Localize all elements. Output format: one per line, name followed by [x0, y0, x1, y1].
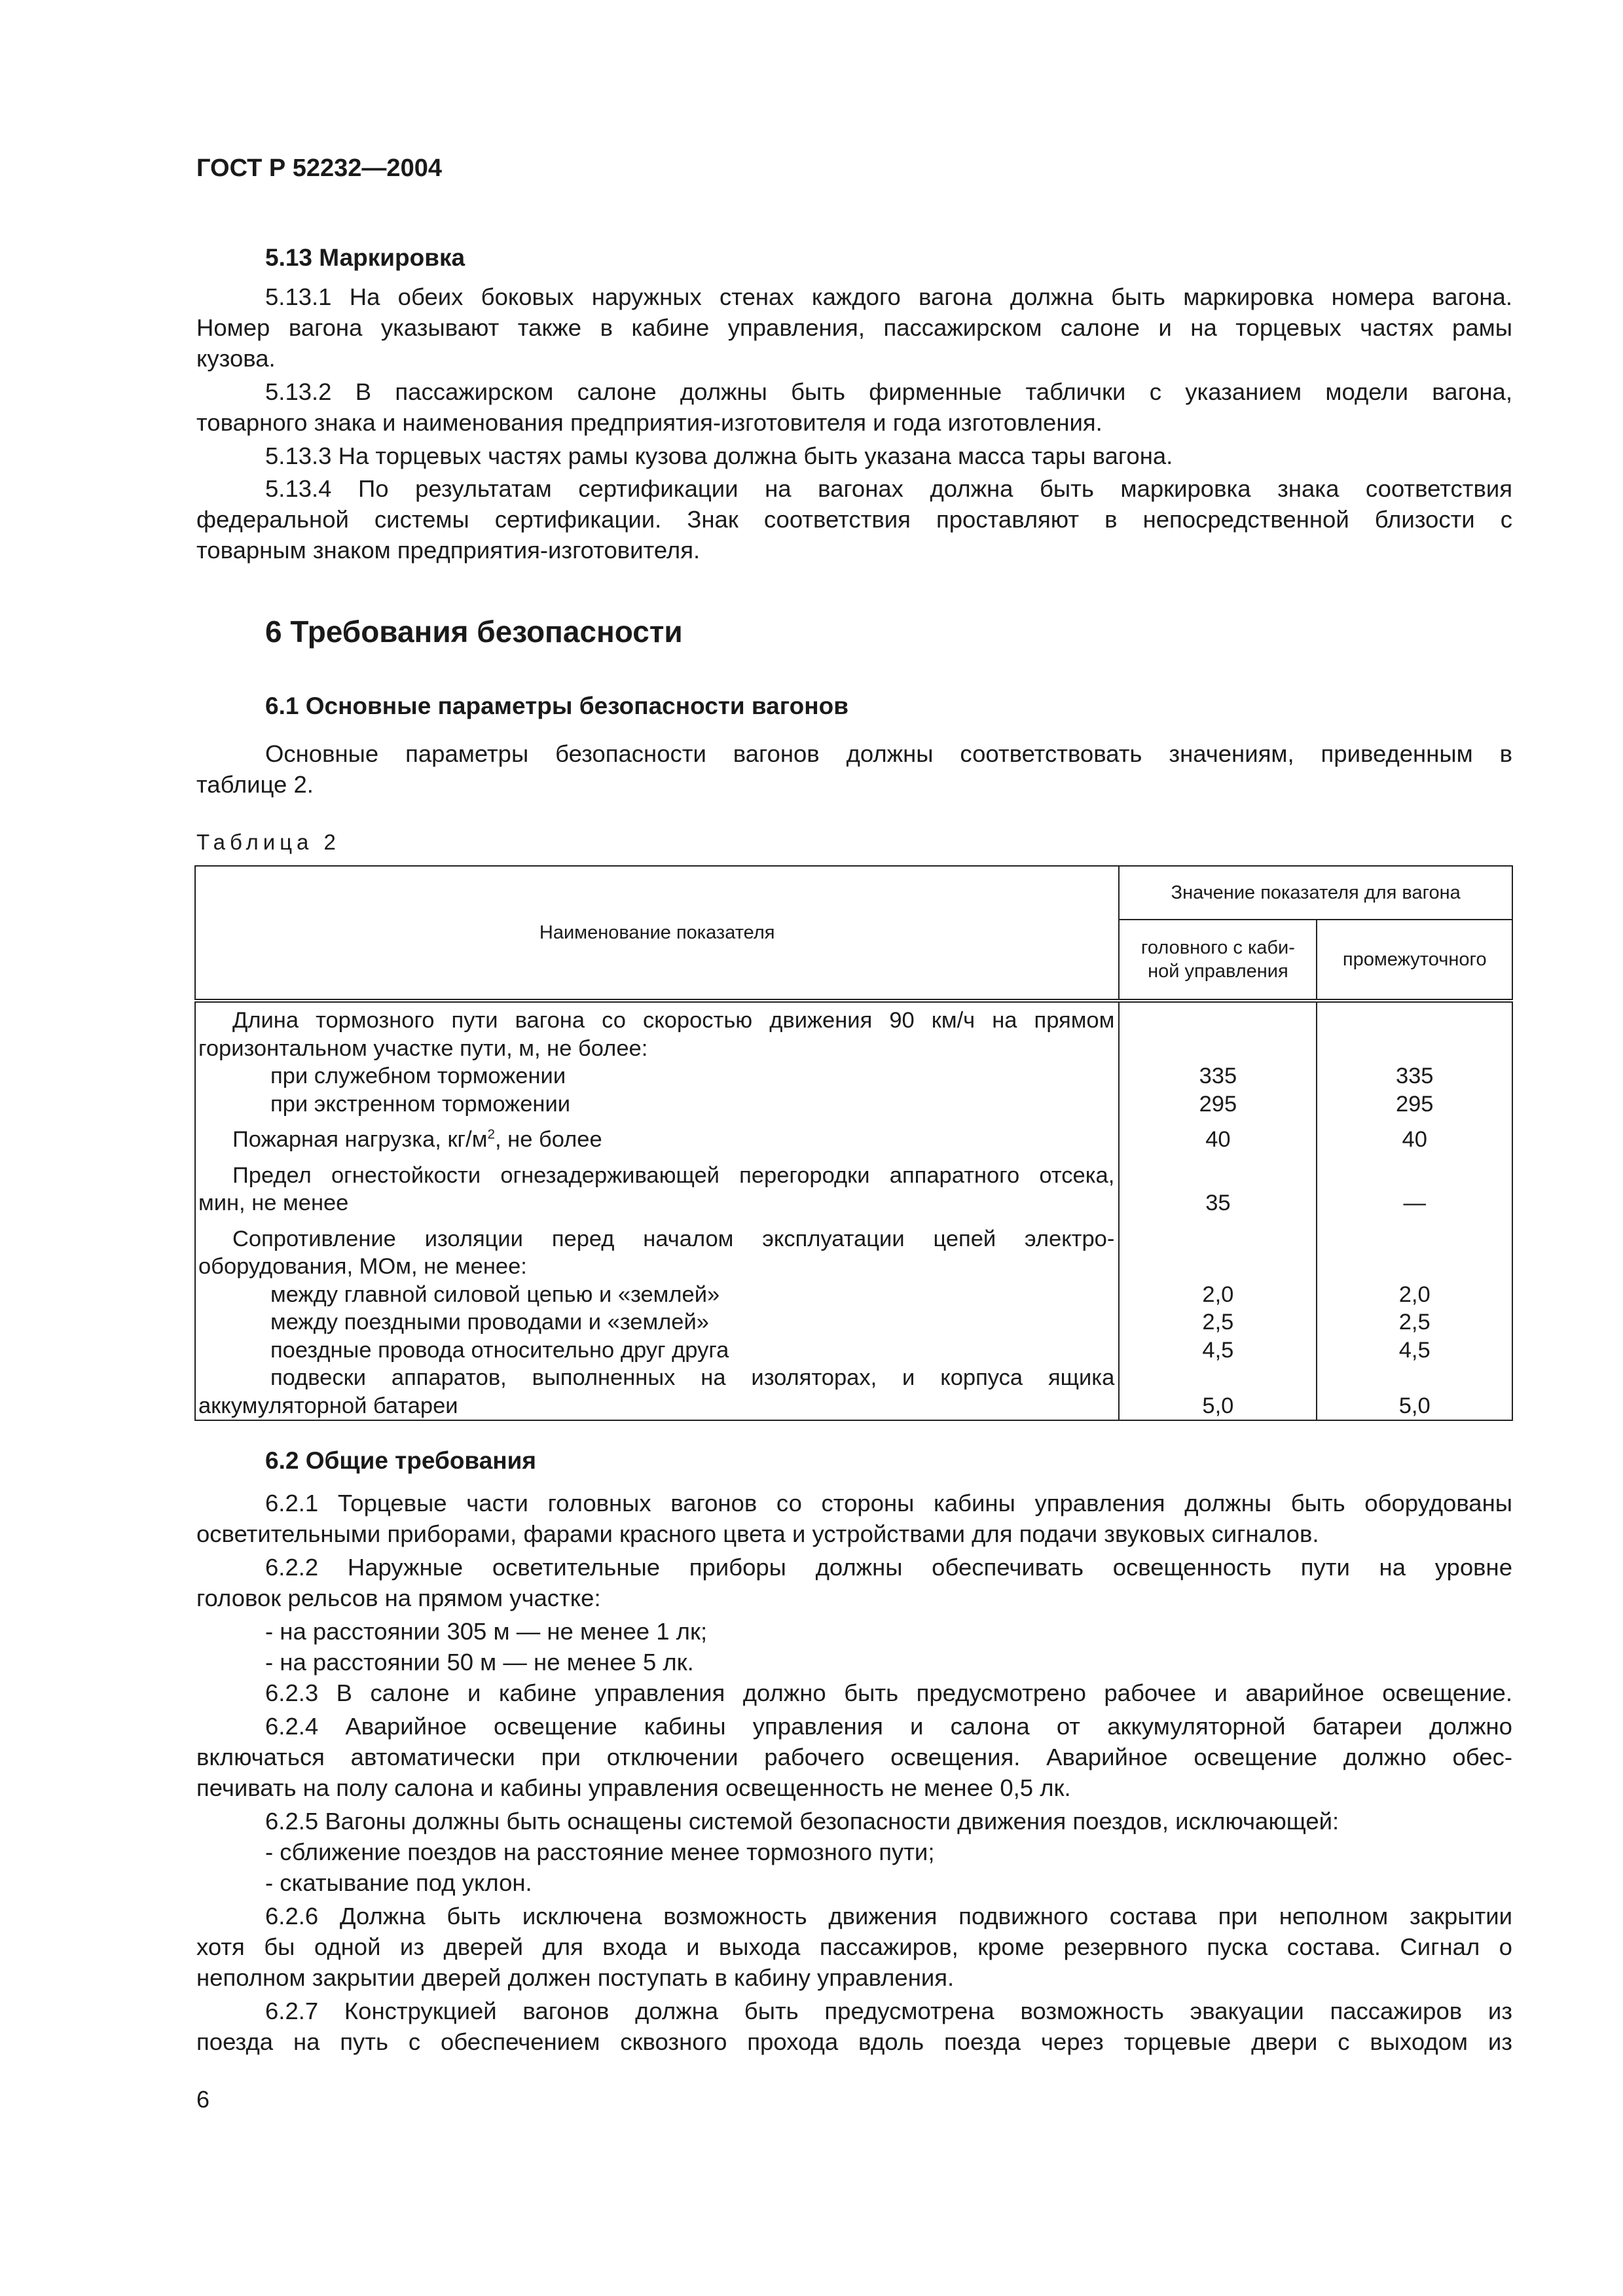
- page-number: 6: [196, 2086, 210, 2113]
- document-id: ГОСТ Р 52232—2004: [196, 154, 442, 182]
- table-row-text: оборудования, МОм, не менее:: [198, 1254, 527, 1279]
- table-value: 4,5: [1202, 1337, 1234, 1363]
- table-value: 4,5: [1398, 1337, 1431, 1363]
- paragraph-line: товарным знаком предприятия-изготовителя.: [196, 537, 701, 564]
- fire-load-label: Пожарная нагрузка, кг/м: [232, 1127, 488, 1152]
- table-row-text: поездные провода относительно друг друга: [270, 1337, 729, 1363]
- paragraph-line: федеральной системы сертификации. Знак соответствия проставляют в непосредственной близости с: [196, 506, 1512, 533]
- list-item: - на расстоянии 50 м — не менее 5 лк.: [265, 1649, 694, 1676]
- table-value: 5,0: [1398, 1393, 1431, 1418]
- paragraph-line: 6.2.4 Аварийное освещение кабины управления и салона от аккумуляторной батареи должно: [265, 1713, 1512, 1740]
- paragraph-line: неполном закрытии дверей должен поступать в кабину управления.: [196, 1964, 955, 1991]
- column-header-middle-text: промежуточного: [1342, 949, 1487, 970]
- paragraph-line: включаться автоматически при отключении рабочего освещения. Аварийное освещение должно обес-: [196, 1744, 1512, 1770]
- paragraph-line: осветительными приборами, фарами красного цвета и устройствами для подачи звуковых сигналов.: [196, 1520, 1319, 1547]
- fire-load-sup: 2: [487, 1126, 495, 1142]
- paragraph-line: 6.2.5 Вагоны должны быть оснащены системой безопасности движения поездов, исключающей:: [265, 1808, 1340, 1835]
- table-cell-head-values: [1119, 1001, 1317, 1420]
- table-value: 2,0: [1202, 1282, 1234, 1307]
- paragraph-line: 6.2.1 Торцевые части головных вагонов со стороны кабины управления должны быть оборудованы: [265, 1490, 1512, 1516]
- paragraph-line: поезда на путь с обеспечением сквозного прохода вдоль поезда через торцевые двери с выходом из: [196, 2028, 1512, 2055]
- table-row-text: подвески аппаратов, выполненных на изоляторах, и корпуса ящика: [270, 1365, 1115, 1390]
- table-value: 35: [1205, 1191, 1231, 1215]
- table-value: —: [1403, 1191, 1426, 1215]
- paragraph-line: 6.2.7 Конструкцией вагонов должна быть предусмотрена возможность эвакуации пассажиров из: [265, 1998, 1512, 2024]
- paragraph-line: таблице 2.: [196, 771, 314, 798]
- table-value: 2,5: [1202, 1310, 1234, 1335]
- fire-load-suffix: , не более: [494, 1127, 602, 1152]
- table-cell-names: [195, 1001, 1119, 1420]
- paragraph-line: Номер вагона указывают также в кабине управления, пассажирском салоне и на торцевых частях рамы: [196, 314, 1512, 341]
- column-header-middle-car: [1317, 920, 1512, 1001]
- table-value: 5,0: [1202, 1393, 1234, 1418]
- table-value: 2,5: [1398, 1310, 1431, 1335]
- table-value: 2,0: [1398, 1282, 1431, 1307]
- table-row-text: между поездными проводами и «землей»: [270, 1310, 709, 1335]
- column-header-name: [195, 866, 1119, 1001]
- table-cell-middle-values: [1317, 1001, 1512, 1420]
- column-header-head-line: головного с каби-: [1140, 937, 1295, 958]
- column-header-group-text: Значение показателя для вагона: [1171, 882, 1461, 903]
- column-header-group: [1119, 866, 1512, 920]
- table-row-text: Предел огнестойкости огнезадерживающей перегородки аппаратного отсека,: [232, 1162, 1115, 1188]
- table-value: 40: [1402, 1127, 1427, 1152]
- list-item: - на расстоянии 305 м — не менее 1 лк;: [265, 1618, 708, 1645]
- table-row-text: при служебном торможении: [270, 1064, 566, 1088]
- column-header-name-text: Наименование показателя: [539, 922, 775, 943]
- list-item: - сближение поездов на расстояние менее тормозного пути;: [265, 1839, 935, 1865]
- table-value: 335: [1199, 1064, 1237, 1088]
- table-row-text: при экстренном торможении: [270, 1091, 571, 1117]
- table-row-text: [198, 1126, 1114, 1154]
- table-row-text: Длина тормозного пути вагона со скоростью движения 90 км/ч на прямом: [232, 1008, 1115, 1033]
- paragraph-line: товарного знака и наименования предприятия-изготовителя и года изготовления.: [196, 409, 1103, 436]
- list-item: - скатывание под уклон.: [265, 1869, 532, 1896]
- section-heading-6-1: 6.1 Основные параметры безопасности вагонов: [265, 692, 848, 719]
- paragraph-line: 6.2.2 Наружные осветительные приборы должны обеспечивать освещенность пути на уровне: [265, 1554, 1512, 1581]
- paragraph-line: 5.13.1 На обеих боковых наружных стенах каждого вагона должна быть маркировка номера вагона.: [265, 283, 1512, 310]
- paragraph-line: хотя бы одной из дверей для входа и выхода пассажиров, кроме резервного пуска состава. Сигнал о: [196, 1933, 1512, 1960]
- table-row-text: мин, не менее: [198, 1191, 349, 1215]
- table-2: [194, 865, 1513, 1421]
- paragraph-line: кузова.: [196, 345, 276, 372]
- table-row-text: Сопротивление изоляции перед началом эксплуатации цепей электро-: [232, 1226, 1115, 1251]
- table-row-text: аккумуляторной батареи: [198, 1393, 458, 1418]
- paragraph-line: 5.13.2 В пассажирском салоне должны быть фирменные таблички с указанием модели вагона,: [265, 378, 1512, 405]
- table-row-text: горизонтальном участке пути, м, не более:: [198, 1035, 648, 1061]
- column-header-head-line: ной управления: [1148, 961, 1288, 982]
- paragraph-line: 6.2.3 В салоне и кабине управления должно быть предусмотрено рабочее и аварийное освещение.: [265, 1679, 1512, 1706]
- table-header-row: [195, 866, 1512, 920]
- paragraph-line: головок рельсов на прямом участке:: [196, 1585, 601, 1611]
- section-heading-6: 6 Требования безопасности: [265, 615, 683, 649]
- column-header-head-car: [1119, 920, 1317, 1001]
- table-value: 40: [1205, 1127, 1231, 1152]
- paragraph-line: Основные параметры безопасности вагонов должны соответствовать значениям, приведенным в: [265, 740, 1512, 767]
- section-heading-6-2: 6.2 Общие требования: [265, 1447, 536, 1474]
- table-value: 295: [1199, 1091, 1237, 1117]
- table-value: 335: [1395, 1064, 1434, 1088]
- table-value: 295: [1395, 1091, 1434, 1117]
- paragraph-line: 5.13.4 По результатам сертификации на вагонах должна быть маркировка знака соответствия: [265, 475, 1512, 502]
- table-caption: Таблица 2: [196, 830, 340, 854]
- paragraph-line: 6.2.6 Должна быть исключена возможность движения подвижного состава при неполном закрытии: [265, 1903, 1512, 1929]
- section-heading-5-13: 5.13 Маркировка: [265, 244, 465, 271]
- table-row-text: между главной силовой цепью и «землей»: [270, 1282, 720, 1307]
- paragraph-line: 5.13.3 На торцевых частях рамы кузова должна быть указана масса тары вагона.: [265, 442, 1173, 469]
- table-body-row: [195, 1001, 1512, 1420]
- paragraph-line: печивать на полу салона и кабины управления освещенность не менее 0,5 лк.: [196, 1774, 1071, 1801]
